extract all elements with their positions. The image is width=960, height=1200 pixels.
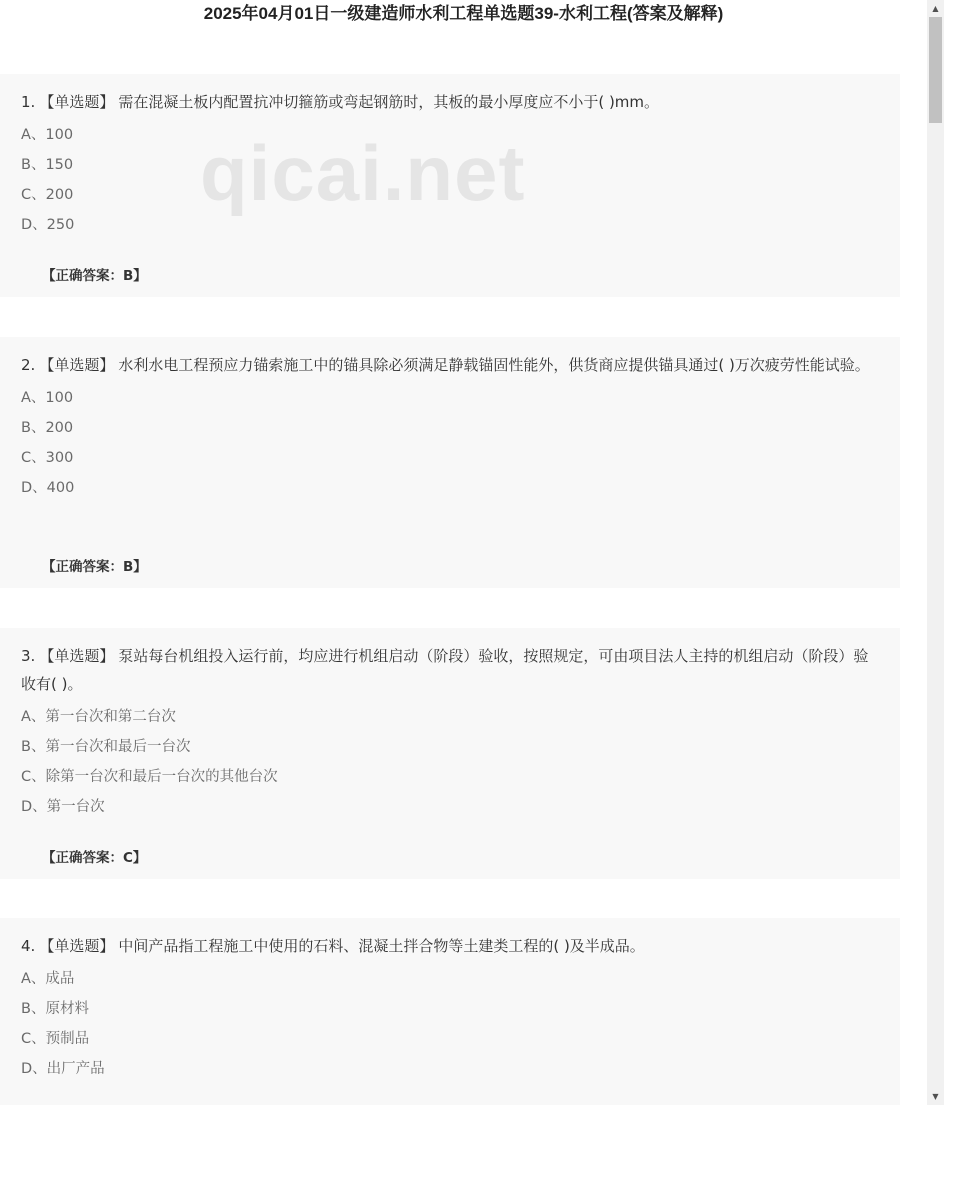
page-title: 2025年04月01日一级建造师水利工程单选题39-水利工程(答案及解释) xyxy=(203,4,724,23)
scroll-down-icon[interactable]: ▼ xyxy=(932,1092,939,1101)
option-b: B、200 xyxy=(21,420,74,436)
option-a: A、第一台次和第二台次 xyxy=(21,709,176,725)
question-type: 【单选题】 xyxy=(39,647,115,665)
option-a: A、100 xyxy=(21,127,74,143)
option-list xyxy=(21,702,878,822)
question-text-1 xyxy=(21,88,878,116)
option-b: B、第一台次和最后一台次 xyxy=(21,739,191,755)
question-number: 2. xyxy=(21,356,36,374)
question-type: 【单选题】 xyxy=(39,937,115,955)
question-stem: 中间产品指工程施工中使用的石料、混凝土拌合物等土建类工程的( )及半成品。 xyxy=(118,937,645,955)
option-d: D、第一台次 xyxy=(21,799,105,815)
option-d: D、250 xyxy=(21,217,75,233)
option-b: B、原材料 xyxy=(21,1001,89,1017)
option-list xyxy=(21,964,878,1084)
question-number: 4. xyxy=(21,937,36,955)
option-a: A、成品 xyxy=(21,971,75,987)
scrollbar-thumb[interactable] xyxy=(929,17,942,123)
question-stem: 需在混凝土板内配置抗冲切箍筋或弯起钢筋时，其板的最小厚度应不小于( )mm。 xyxy=(118,93,660,111)
option-c: C、预制品 xyxy=(21,1031,90,1047)
question-card-3 xyxy=(0,628,900,879)
option-c: C、300 xyxy=(21,450,74,466)
option-b: B、150 xyxy=(21,157,74,173)
site-watermark: qicai.net xyxy=(200,129,526,217)
question-stem: 泵站每台机组投入运行前，均应进行机组启动（阶段）验收，按照规定，可由项目法人主持的机组启动（阶段）验收有( )。 xyxy=(21,647,869,693)
option-list xyxy=(21,120,878,240)
option-a: A、100 xyxy=(21,390,74,406)
correct-answer: 【正确答案：C】 xyxy=(42,850,147,866)
question-number: 1. xyxy=(21,93,36,111)
question-type: 【单选题】 xyxy=(39,356,115,374)
question-type: 【单选题】 xyxy=(39,93,115,111)
question-text-2 xyxy=(21,351,878,379)
correct-answer: 【正确答案：B】 xyxy=(42,268,147,284)
question-card-1 xyxy=(0,74,900,297)
option-c: C、除第一台次和最后一台次的其他台次 xyxy=(21,769,278,785)
question-text-4 xyxy=(21,932,878,960)
option-d: D、400 xyxy=(21,480,75,496)
question-card-4 xyxy=(0,918,900,1105)
vertical-scrollbar[interactable] xyxy=(927,0,944,1105)
option-d: D、出厂产品 xyxy=(21,1061,105,1077)
question-card-2 xyxy=(0,337,900,588)
question-stem: 水利水电工程预应力锚索施工中的锚具除必须满足静载锚固性能外，供货商应提供锚具通过( )万次疲劳性能试验。 xyxy=(118,356,870,374)
correct-answer: 【正确答案：B】 xyxy=(42,559,147,575)
option-list xyxy=(21,383,878,503)
option-c: C、200 xyxy=(21,187,74,203)
question-number: 3. xyxy=(21,647,36,665)
scroll-up-icon[interactable]: ▲ xyxy=(932,4,939,13)
question-text-3 xyxy=(21,642,878,698)
